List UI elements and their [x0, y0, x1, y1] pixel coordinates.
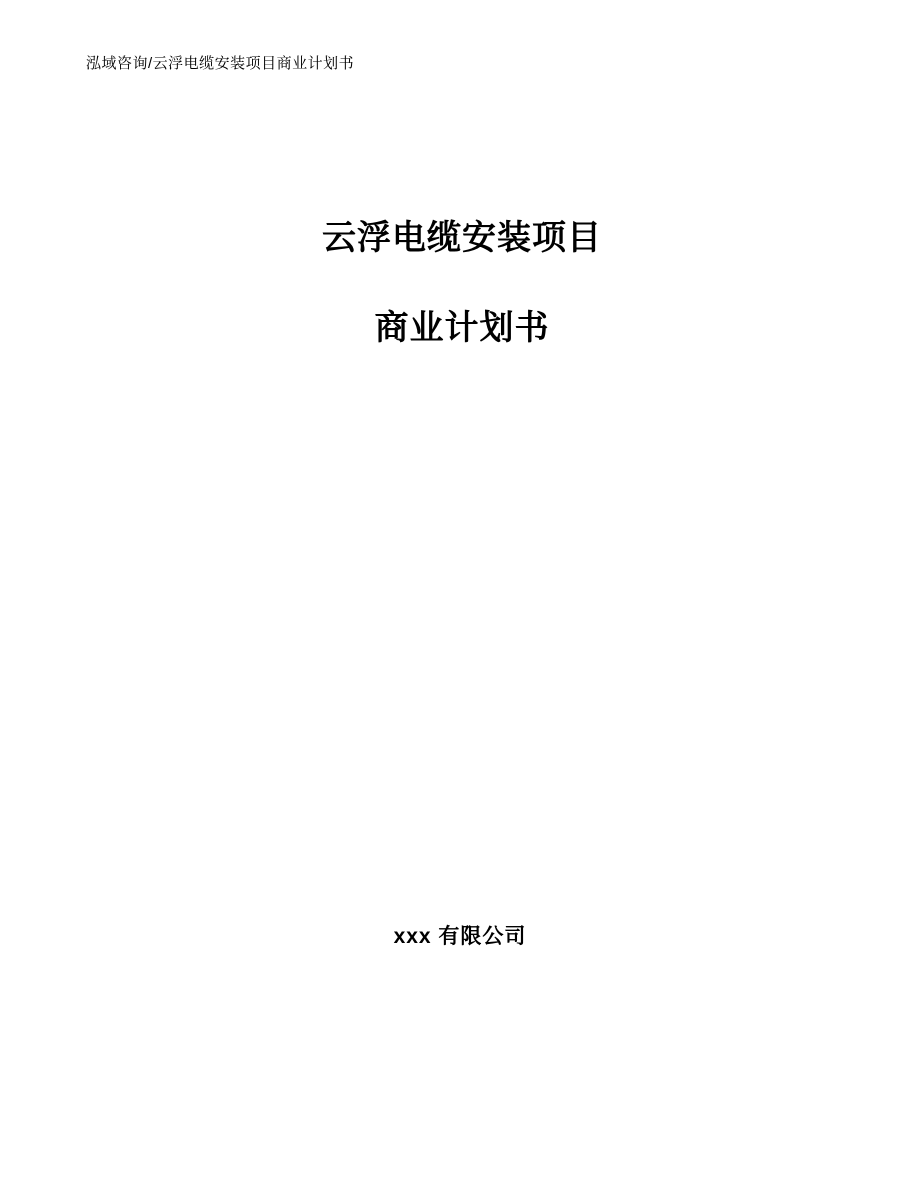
document-title-line-2: 商业计划书 — [374, 308, 550, 347]
company-name: xxx 有限公司 — [393, 925, 527, 948]
document-title-line-1: 云浮电缆安装项目 — [322, 219, 602, 257]
title-block — [0, 218, 920, 349]
document-header: 泓域咨询/云浮电缆安装项目商业计划书 — [86, 55, 355, 72]
company-block — [0, 920, 920, 950]
